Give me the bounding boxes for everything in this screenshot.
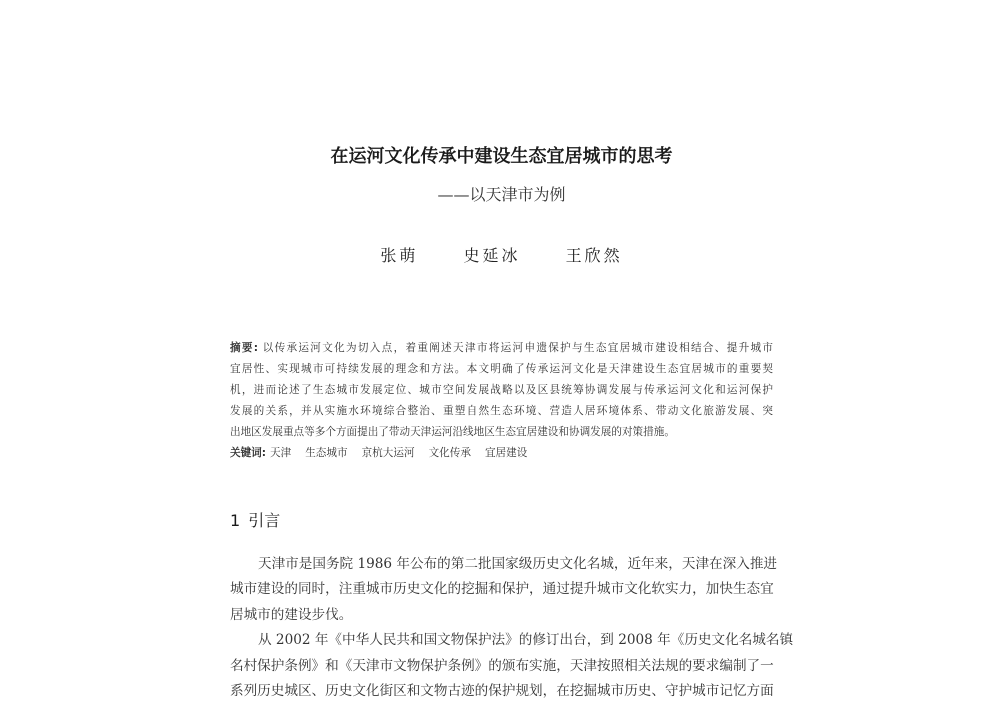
keyword: 生态城市 <box>305 447 348 459</box>
abstract-label: 摘要: <box>230 342 259 354</box>
body-line: 从 2002 年《中华人民共和国文物保护法》的修订出台，到 2008 年《历史文化名城名镇 <box>258 632 794 649</box>
abstract-line: 发展的关系，并从实施水环境综合整治、重塑自然生态环境、营造人居环境体系、带动文化旅游发展、突 <box>230 405 773 417</box>
author: 王欣然 <box>565 246 623 265</box>
keywords <box>230 443 773 464</box>
body-line: 天津市是国务院 1986 年公布的第二批国家级历史文化名城，近年来，天津在深入推进 <box>258 556 778 572</box>
keyword: 宜居建设 <box>484 447 528 459</box>
keyword: 京杭大运河 <box>361 447 415 459</box>
author: 史延冰 <box>463 246 521 265</box>
paper-title: 在运河文化传承中建设生态宜居城市的思考 <box>330 146 673 167</box>
body-line: 系列历史城区、历史文化街区和文物古迹的保护规划，在挖掘城市历史、守护城市记忆方面 <box>230 683 774 700</box>
body-text <box>230 552 794 704</box>
author-list <box>230 243 773 266</box>
abstract-line: 机，进而论述了生态城市发展定位、城市空间发展战略以及区县统筹协调发展与传承运河文化和运河保护 <box>230 384 773 396</box>
abstract <box>230 338 773 464</box>
abstract-line: 以传承运河文化为切入点，着重阐述天津市将运河申遗保护与生态宜居城市建设相结合、提升城市 <box>262 342 773 354</box>
abstract-line: 出地区发展重点等多个方面提出了带动天津运河沿线地区生态宜居建设和协调发展的对策措施。 <box>230 426 675 438</box>
body-line: 居城市的建设步伐。 <box>230 606 353 623</box>
keyword: 天津 <box>270 447 292 459</box>
author: 张萌 <box>380 246 419 265</box>
section-title: 引言 <box>248 511 281 530</box>
body-line: 城市建设的同时，注重城市历史文化的挖掘和保护，通过提升城市文化软实力，加快生态宜 <box>230 581 774 598</box>
keywords-label: 关键词: <box>230 447 267 459</box>
keyword: 文化传承 <box>428 447 471 459</box>
abstract-line: 宜居性、实现城市可持续发展的理念和方法。本文明确了传承运河文化是天津建设生态宜居城市的重要契 <box>230 363 773 375</box>
section-number: 1 <box>230 511 241 530</box>
section-heading <box>230 508 280 531</box>
body-line: 名村保护条例》和《天津市文物保护条例》的颁布实施，天津按照相关法规的要求编制了一 <box>230 657 774 674</box>
paper-subtitle: ——以天津市为例 <box>437 185 566 204</box>
